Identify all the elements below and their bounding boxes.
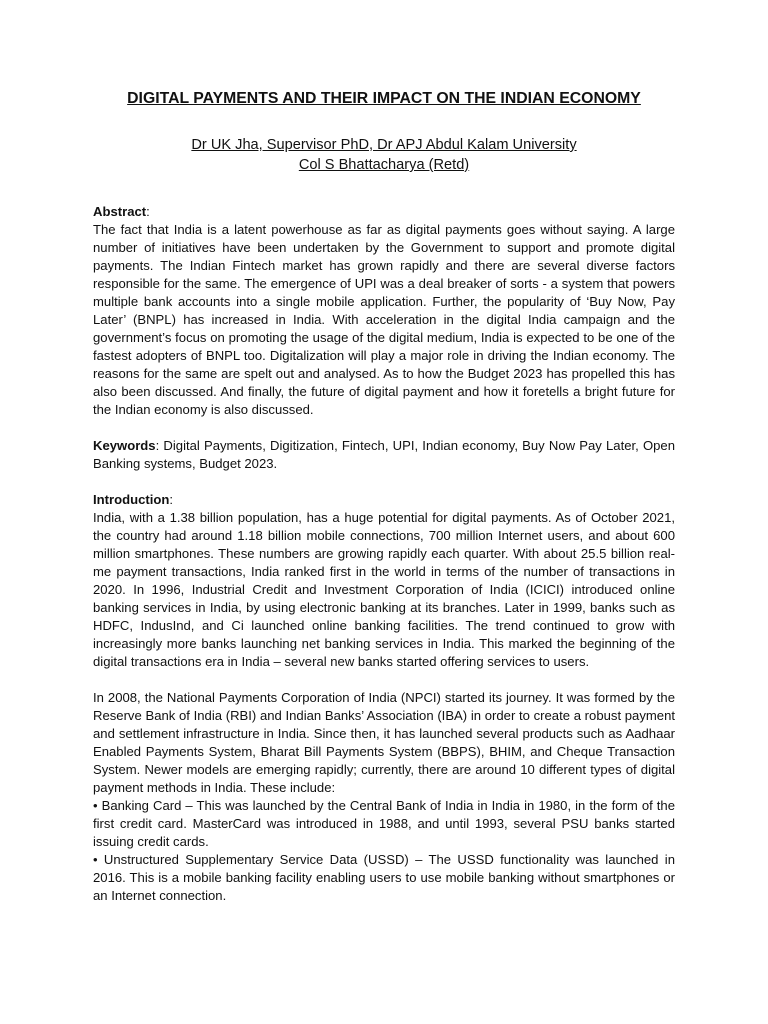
- abstract-heading: Abstract:: [93, 204, 150, 219]
- introduction-heading: Introduction:: [93, 492, 174, 507]
- list-item: • Banking Card – This was launched by the Central Bank of India in India in 1980, in the form of the first credit card. MasterCard was introduced in 1988, and until 1993, several PSU banks started issuing credit cards.: [93, 798, 675, 849]
- abstract-text: The fact that India is a latent powerhouse as far as digital payments goes without saying. A large number of initiatives have been undertaken by the Government to support and promote digital payments. The Indian Fintech market has grown rapidly and there are several diverse factors responsible for the same. The emergence of UPI was a deal breaker of sorts - a system that powers multiple bank accounts into a single mobile application. Further, the popularity of ‘Buy Now, Pay Later’ (BNPL) has increased in India. With acceleration in the digital India campaign and the government’s focus on promoting the usage of the digital medium, India is expected to be one of the fastest adopters of BNPL too. Digitalization will play a major role in driving the Indian economy. The reasons for the same are spelt out and analysed. As to how the Budget 2023 has propelled this has also been discussed. And finally, the future of digital payment and how it foretells a bright future for the Indian economy is also discussed.: [93, 222, 675, 417]
- introduction-paragraph-1: India, with a 1.38 billion population, has a huge potential for digital payments. As of October 2021, the country had around 1.18 billion mobile connections, 700 million Internet users, and about 600 million smartphones. These numbers are growing rapidly each quarter. With about 25.5 billion real-me payment transactions, India ranked first in the world in terms of the number of transactions in 2020. In 1996, Industrial Credit and Investment Corporation of India (ICICI) introduced online banking services in India, by using electronic banking at its branches. Later in 1999, banks such as HDFC, IndusInd, and Ci launched online banking facilities. The trend continued to grow with increasingly more banks launching net banking services in India. This marked the beginning of the digital transactions era in India – several new banks started offering services to users.: [93, 510, 675, 669]
- paper-title: DIGITAL PAYMENTS AND THEIR IMPACT ON THE INDIAN ECONOMY: [127, 90, 641, 107]
- keywords-paragraph: Keywords: Digital Payments, Digitization, Fintech, UPI, Indian economy, Buy Now Pay Later, Open Banking systems, Budget 2023.: [93, 438, 675, 471]
- author-line-1: Dr UK Jha, Supervisor PhD, Dr APJ Abdul Kalam University: [191, 137, 577, 153]
- paper-page: [93, 88, 675, 905]
- keywords-heading: Keywords: [93, 438, 156, 453]
- author-line-2: Col S Bhattacharya (Retd): [298, 157, 470, 173]
- keywords-text: Digital Payments, Digitization, Fintech, UPI, Indian economy, Buy Now Pay Later, Open Banking systems, Budget 2023.: [93, 438, 675, 471]
- author-block: [93, 135, 675, 175]
- list-item: • Unstructured Supplementary Service Data (USSD) – The USSD functionality was launched in 2016. This is a mobile banking facility enabling users to use mobile banking without smartphones or an Internet connection.: [93, 852, 675, 903]
- introduction-paragraph-2: In 2008, the National Payments Corporation of India (NPCI) started its journey. It was formed by the Reserve Bank of India (RBI) and Indian Banks’ Association (IBA) in order to create a robust payment and settlement infrastructure in India. Since then, it has launched several products such as Aadhaar Enabled Payments System, Bharat Bill Payments System (BBPS), BHIM, and Cheque Transaction System. Newer models are emerging rapidly; currently, there are around 10 different types of digital payment methods in India. These include:: [93, 690, 675, 795]
